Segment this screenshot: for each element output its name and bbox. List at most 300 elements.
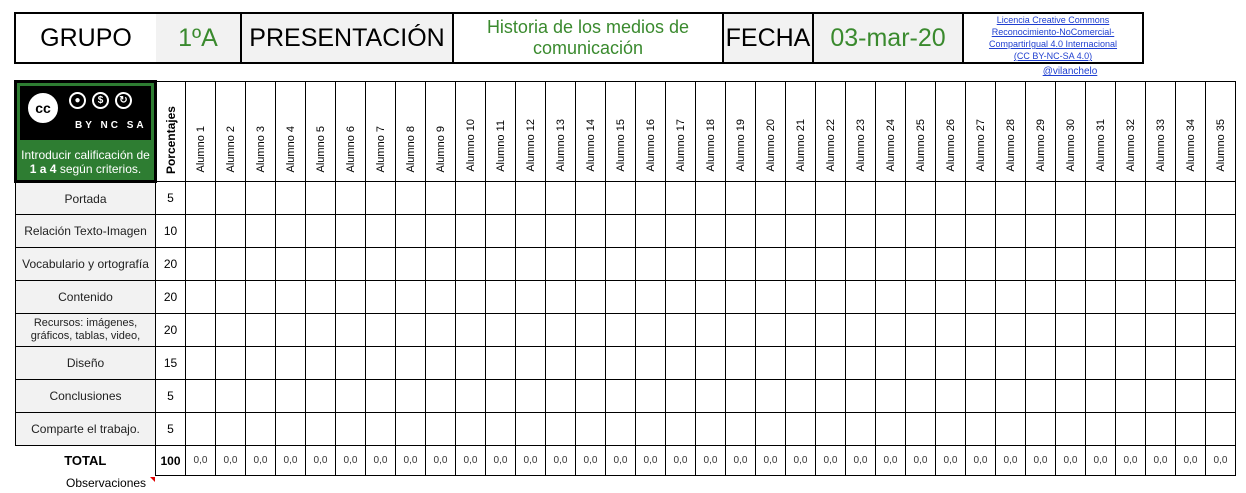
grade-cell[interactable] xyxy=(726,347,756,380)
grade-cell[interactable] xyxy=(366,215,396,248)
grade-cell[interactable] xyxy=(606,314,636,347)
grade-cell[interactable] xyxy=(396,281,426,314)
grade-cell[interactable] xyxy=(966,182,996,215)
grade-cell[interactable] xyxy=(786,215,816,248)
grade-cell[interactable] xyxy=(186,182,216,215)
grade-cell[interactable] xyxy=(1086,215,1116,248)
grade-cell[interactable] xyxy=(636,413,666,446)
grade-cell[interactable] xyxy=(966,314,996,347)
grade-cell[interactable] xyxy=(246,215,276,248)
grade-cell[interactable] xyxy=(1116,413,1146,446)
grade-cell[interactable] xyxy=(486,182,516,215)
grade-cell[interactable] xyxy=(816,281,846,314)
grade-cell[interactable] xyxy=(726,314,756,347)
grade-cell[interactable] xyxy=(726,413,756,446)
grade-cell[interactable] xyxy=(1026,413,1056,446)
grade-cell[interactable] xyxy=(696,347,726,380)
grade-cell[interactable] xyxy=(516,281,546,314)
criterion-percent[interactable]: 20 xyxy=(156,314,186,347)
grade-cell[interactable] xyxy=(486,314,516,347)
criterion-percent[interactable]: 5 xyxy=(156,182,186,215)
grade-cell[interactable] xyxy=(576,347,606,380)
grade-cell[interactable] xyxy=(816,215,846,248)
grade-cell[interactable] xyxy=(1206,347,1236,380)
grade-cell[interactable] xyxy=(1086,413,1116,446)
grade-cell[interactable] xyxy=(1146,248,1176,281)
grade-cell[interactable] xyxy=(846,413,876,446)
grade-cell[interactable] xyxy=(846,314,876,347)
grade-cell[interactable] xyxy=(1116,215,1146,248)
grade-cell[interactable] xyxy=(426,182,456,215)
grade-cell[interactable] xyxy=(216,413,246,446)
grade-cell[interactable] xyxy=(396,215,426,248)
grade-cell[interactable] xyxy=(426,413,456,446)
grade-cell[interactable] xyxy=(1026,182,1056,215)
grade-cell[interactable] xyxy=(756,281,786,314)
grade-cell[interactable] xyxy=(936,380,966,413)
grade-cell[interactable] xyxy=(426,314,456,347)
grade-cell[interactable] xyxy=(906,215,936,248)
grade-cell[interactable] xyxy=(1056,281,1086,314)
grade-cell[interactable] xyxy=(576,248,606,281)
grade-cell[interactable] xyxy=(636,314,666,347)
grade-cell[interactable] xyxy=(756,380,786,413)
group-value-cell[interactable]: 1ºA xyxy=(156,12,242,64)
grade-cell[interactable] xyxy=(966,413,996,446)
grade-cell[interactable] xyxy=(216,182,246,215)
grade-cell[interactable] xyxy=(1056,413,1086,446)
grade-cell[interactable] xyxy=(726,281,756,314)
grade-cell[interactable] xyxy=(1056,347,1086,380)
grade-cell[interactable] xyxy=(306,248,336,281)
grade-cell[interactable] xyxy=(756,314,786,347)
grade-cell[interactable] xyxy=(456,215,486,248)
grade-cell[interactable] xyxy=(396,413,426,446)
criterion-label: Diseño xyxy=(16,347,156,380)
grade-cell[interactable] xyxy=(966,281,996,314)
grade-cell[interactable] xyxy=(996,380,1026,413)
grade-cell[interactable] xyxy=(186,314,216,347)
grade-cell[interactable] xyxy=(906,182,936,215)
grade-cell[interactable] xyxy=(516,314,546,347)
grade-cell[interactable] xyxy=(876,215,906,248)
grade-cell[interactable] xyxy=(576,281,606,314)
grade-cell[interactable] xyxy=(186,215,216,248)
grade-cell[interactable] xyxy=(1206,413,1236,446)
grade-cell[interactable] xyxy=(696,281,726,314)
grade-cell[interactable] xyxy=(1116,314,1146,347)
grade-cell[interactable] xyxy=(396,314,426,347)
grade-cell[interactable] xyxy=(726,380,756,413)
grade-cell[interactable] xyxy=(1176,380,1206,413)
grade-cell[interactable] xyxy=(516,347,546,380)
grade-cell[interactable] xyxy=(996,314,1026,347)
grade-cell[interactable] xyxy=(1146,347,1176,380)
grade-cell[interactable] xyxy=(936,248,966,281)
grade-cell[interactable] xyxy=(246,281,276,314)
grade-cell[interactable] xyxy=(876,182,906,215)
grade-cell[interactable] xyxy=(906,281,936,314)
grade-cell[interactable] xyxy=(1176,413,1206,446)
grade-cell[interactable] xyxy=(486,347,516,380)
grade-cell[interactable] xyxy=(756,248,786,281)
grade-cell[interactable] xyxy=(816,380,846,413)
grade-cell[interactable] xyxy=(696,182,726,215)
grade-cell[interactable] xyxy=(336,347,366,380)
grade-cell[interactable] xyxy=(1176,314,1206,347)
grade-cell[interactable] xyxy=(756,347,786,380)
grade-cell[interactable] xyxy=(786,314,816,347)
grade-cell[interactable] xyxy=(1146,380,1176,413)
grade-cell[interactable] xyxy=(276,248,306,281)
criterion-percent[interactable]: 20 xyxy=(156,281,186,314)
grade-cell[interactable] xyxy=(876,347,906,380)
grade-cell[interactable] xyxy=(246,248,276,281)
grade-cell[interactable] xyxy=(1206,182,1236,215)
grade-cell[interactable] xyxy=(846,182,876,215)
grade-cell[interactable] xyxy=(366,380,396,413)
grade-cell[interactable] xyxy=(216,281,246,314)
grade-cell[interactable] xyxy=(396,380,426,413)
grade-cell[interactable] xyxy=(936,281,966,314)
grade-cell[interactable] xyxy=(936,347,966,380)
grade-cell[interactable] xyxy=(336,215,366,248)
grade-cell[interactable] xyxy=(636,182,666,215)
grade-cell[interactable] xyxy=(906,380,936,413)
criterion-percent[interactable]: 20 xyxy=(156,248,186,281)
grade-cell[interactable] xyxy=(246,347,276,380)
grade-cell[interactable] xyxy=(276,380,306,413)
grade-cell[interactable] xyxy=(756,215,786,248)
grade-cell[interactable] xyxy=(666,347,696,380)
grade-cell[interactable] xyxy=(966,248,996,281)
grade-cell[interactable] xyxy=(636,347,666,380)
grade-cell[interactable] xyxy=(306,380,336,413)
grade-cell[interactable] xyxy=(336,380,366,413)
grade-cell[interactable] xyxy=(516,413,546,446)
grade-cell[interactable] xyxy=(696,215,726,248)
grade-cell[interactable] xyxy=(456,413,486,446)
grade-cell[interactable] xyxy=(696,314,726,347)
grade-cell[interactable] xyxy=(606,215,636,248)
grade-cell[interactable] xyxy=(1116,281,1146,314)
grade-cell[interactable] xyxy=(1206,314,1236,347)
observations-label[interactable]: Observaciones xyxy=(66,476,147,490)
grade-cell[interactable] xyxy=(486,215,516,248)
grade-cell[interactable] xyxy=(456,314,486,347)
grade-cell[interactable] xyxy=(996,347,1026,380)
grade-cell[interactable] xyxy=(366,347,396,380)
grade-cell[interactable] xyxy=(756,413,786,446)
grade-cell[interactable] xyxy=(786,182,816,215)
criterion-percent[interactable]: 5 xyxy=(156,413,186,446)
grade-cell[interactable] xyxy=(696,248,726,281)
grade-cell[interactable] xyxy=(1146,281,1176,314)
grade-cell[interactable] xyxy=(1056,380,1086,413)
grade-cell[interactable] xyxy=(666,182,696,215)
grade-cell[interactable] xyxy=(1206,215,1236,248)
grade-cell[interactable] xyxy=(1086,380,1116,413)
grade-cell[interactable] xyxy=(936,314,966,347)
student-header: Alumno 5 xyxy=(306,82,336,182)
grade-cell[interactable] xyxy=(396,248,426,281)
grade-cell[interactable] xyxy=(246,413,276,446)
grade-cell[interactable] xyxy=(486,248,516,281)
grade-cell[interactable] xyxy=(1026,314,1056,347)
grade-cell[interactable] xyxy=(456,182,486,215)
grade-cell[interactable] xyxy=(576,314,606,347)
grade-cell[interactable] xyxy=(396,182,426,215)
grade-cell[interactable] xyxy=(666,215,696,248)
grade-cell[interactable] xyxy=(996,281,1026,314)
grade-cell[interactable] xyxy=(1086,248,1116,281)
grade-cell[interactable] xyxy=(786,413,816,446)
grade-cell[interactable] xyxy=(606,347,636,380)
grade-cell[interactable] xyxy=(1026,281,1056,314)
grade-cell[interactable] xyxy=(846,380,876,413)
grade-cell[interactable] xyxy=(216,314,246,347)
grade-cell[interactable] xyxy=(876,314,906,347)
grade-cell[interactable] xyxy=(516,248,546,281)
grade-cell[interactable] xyxy=(366,248,396,281)
grade-cell[interactable] xyxy=(456,248,486,281)
grade-cell[interactable] xyxy=(336,314,366,347)
grade-cell[interactable] xyxy=(666,281,696,314)
grade-cell[interactable] xyxy=(426,347,456,380)
grade-cell[interactable] xyxy=(906,413,936,446)
grade-cell[interactable] xyxy=(1206,281,1236,314)
grade-cell[interactable] xyxy=(336,182,366,215)
grade-cell[interactable] xyxy=(546,413,576,446)
grade-cell[interactable] xyxy=(696,413,726,446)
grade-cell[interactable] xyxy=(786,248,816,281)
criterion-percent[interactable]: 5 xyxy=(156,380,186,413)
grade-cell[interactable] xyxy=(1176,215,1206,248)
grade-cell[interactable] xyxy=(1026,215,1056,248)
grade-cell[interactable] xyxy=(1086,347,1116,380)
student-header: Alumno 28 xyxy=(996,82,1026,182)
grade-cell[interactable] xyxy=(1206,380,1236,413)
grade-cell[interactable] xyxy=(546,182,576,215)
grade-cell[interactable] xyxy=(1086,314,1116,347)
grade-cell[interactable] xyxy=(786,347,816,380)
grade-cell[interactable] xyxy=(816,413,846,446)
grade-cell[interactable] xyxy=(996,413,1026,446)
grade-cell[interactable] xyxy=(666,380,696,413)
criterion-percent[interactable]: 15 xyxy=(156,347,186,380)
grade-cell[interactable] xyxy=(816,182,846,215)
grade-cell[interactable] xyxy=(816,248,846,281)
grade-cell[interactable] xyxy=(546,281,576,314)
grade-cell[interactable] xyxy=(1206,248,1236,281)
grade-cell[interactable] xyxy=(666,314,696,347)
grade-cell[interactable] xyxy=(726,215,756,248)
grade-cell[interactable] xyxy=(366,182,396,215)
grade-cell[interactable] xyxy=(276,281,306,314)
grade-cell[interactable] xyxy=(546,248,576,281)
grade-cell[interactable] xyxy=(186,281,216,314)
grade-cell[interactable] xyxy=(576,215,606,248)
grade-cell[interactable] xyxy=(606,248,636,281)
grade-cell[interactable] xyxy=(1026,248,1056,281)
grade-cell[interactable] xyxy=(246,380,276,413)
grade-cell[interactable] xyxy=(876,413,906,446)
grade-cell[interactable] xyxy=(876,281,906,314)
grade-cell[interactable] xyxy=(306,347,336,380)
grade-cell[interactable] xyxy=(606,413,636,446)
grade-cell[interactable] xyxy=(276,215,306,248)
grade-cell[interactable] xyxy=(396,347,426,380)
grade-cell[interactable] xyxy=(606,380,636,413)
grade-cell[interactable] xyxy=(846,215,876,248)
grade-cell[interactable] xyxy=(186,347,216,380)
grade-cell[interactable] xyxy=(516,380,546,413)
date-value-cell[interactable]: 03-mar-20 xyxy=(814,12,964,64)
grade-cell[interactable] xyxy=(1056,314,1086,347)
grade-cell[interactable] xyxy=(306,182,336,215)
grade-cell[interactable] xyxy=(1176,281,1206,314)
grade-cell[interactable] xyxy=(456,281,486,314)
grade-cell[interactable] xyxy=(726,248,756,281)
grade-cell[interactable] xyxy=(456,347,486,380)
grade-cell[interactable] xyxy=(1086,281,1116,314)
grade-cell[interactable] xyxy=(486,413,516,446)
grade-cell[interactable] xyxy=(846,347,876,380)
grade-cell[interactable] xyxy=(996,182,1026,215)
grade-cell[interactable] xyxy=(666,248,696,281)
grade-cell[interactable] xyxy=(1146,413,1176,446)
grade-cell[interactable] xyxy=(936,413,966,446)
grade-cell[interactable] xyxy=(516,215,546,248)
grade-cell[interactable] xyxy=(366,413,396,446)
grade-cell[interactable] xyxy=(636,380,666,413)
grade-cell[interactable] xyxy=(546,314,576,347)
grade-cell[interactable] xyxy=(336,248,366,281)
grade-cell[interactable] xyxy=(216,215,246,248)
grade-cell[interactable] xyxy=(546,347,576,380)
grade-cell[interactable] xyxy=(966,215,996,248)
grade-cell[interactable] xyxy=(186,380,216,413)
grade-cell[interactable] xyxy=(636,215,666,248)
grade-cell[interactable] xyxy=(216,380,246,413)
grade-cell[interactable] xyxy=(636,281,666,314)
grade-cell[interactable] xyxy=(786,380,816,413)
grade-cell[interactable] xyxy=(966,380,996,413)
license-link[interactable] xyxy=(964,12,1144,64)
grade-cell[interactable] xyxy=(426,248,456,281)
grade-cell[interactable] xyxy=(786,281,816,314)
grade-cell[interactable] xyxy=(1116,380,1146,413)
grade-cell[interactable] xyxy=(606,281,636,314)
grade-cell[interactable] xyxy=(606,182,636,215)
grade-cell[interactable] xyxy=(1056,182,1086,215)
grade-cell[interactable] xyxy=(456,380,486,413)
grade-cell[interactable] xyxy=(306,215,336,248)
grade-cell[interactable] xyxy=(756,182,786,215)
grade-cell[interactable] xyxy=(1056,215,1086,248)
author-link[interactable]: @vilanchelo xyxy=(1042,66,1098,77)
grade-cell[interactable] xyxy=(1116,248,1146,281)
grade-cell[interactable] xyxy=(186,413,216,446)
grade-cell[interactable] xyxy=(846,281,876,314)
grade-cell[interactable] xyxy=(366,281,396,314)
criterion-percent[interactable]: 10 xyxy=(156,215,186,248)
grade-cell[interactable] xyxy=(1116,347,1146,380)
student-header: Alumno 19 xyxy=(726,82,756,182)
grade-cell[interactable] xyxy=(426,380,456,413)
grade-cell[interactable] xyxy=(276,314,306,347)
student-header: Alumno 9 xyxy=(426,82,456,182)
grade-cell[interactable] xyxy=(1116,182,1146,215)
grade-cell[interactable] xyxy=(1086,182,1116,215)
grade-cell[interactable] xyxy=(876,380,906,413)
grade-cell[interactable] xyxy=(576,380,606,413)
grade-cell[interactable] xyxy=(996,248,1026,281)
grade-cell[interactable] xyxy=(1146,215,1176,248)
grade-cell[interactable] xyxy=(576,182,606,215)
grade-cell[interactable] xyxy=(246,182,276,215)
grade-cell[interactable] xyxy=(1026,347,1056,380)
grade-cell[interactable] xyxy=(1146,182,1176,215)
grade-cell[interactable] xyxy=(636,248,666,281)
grade-cell[interactable] xyxy=(576,413,606,446)
grade-cell[interactable] xyxy=(426,281,456,314)
grade-cell[interactable] xyxy=(306,281,336,314)
grade-cell[interactable] xyxy=(306,314,336,347)
grade-cell[interactable] xyxy=(966,347,996,380)
grade-cell[interactable] xyxy=(216,347,246,380)
grade-cell[interactable] xyxy=(366,314,396,347)
grade-cell[interactable] xyxy=(486,281,516,314)
grade-cell[interactable] xyxy=(996,215,1026,248)
grade-cell[interactable] xyxy=(486,380,516,413)
grade-cell[interactable] xyxy=(546,380,576,413)
grade-cell[interactable] xyxy=(1026,380,1056,413)
grade-cell[interactable] xyxy=(186,248,216,281)
grade-cell[interactable] xyxy=(906,314,936,347)
grade-cell[interactable] xyxy=(936,215,966,248)
grade-cell[interactable] xyxy=(816,347,846,380)
grade-cell[interactable] xyxy=(846,248,876,281)
grade-cell[interactable] xyxy=(426,215,456,248)
grade-cell[interactable] xyxy=(696,380,726,413)
grade-cell[interactable] xyxy=(1176,248,1206,281)
grade-cell[interactable] xyxy=(216,248,246,281)
grade-cell[interactable] xyxy=(936,182,966,215)
grade-cell[interactable] xyxy=(1176,347,1206,380)
grade-cell[interactable] xyxy=(516,182,546,215)
grade-cell[interactable] xyxy=(546,215,576,248)
grade-cell[interactable] xyxy=(246,314,276,347)
grade-cell[interactable] xyxy=(876,248,906,281)
total-score-cell: 0,0 xyxy=(306,446,336,476)
grade-cell[interactable] xyxy=(336,413,366,446)
grade-cell[interactable] xyxy=(816,314,846,347)
grade-cell[interactable] xyxy=(1176,182,1206,215)
grade-cell[interactable] xyxy=(276,413,306,446)
grade-cell[interactable] xyxy=(276,182,306,215)
grade-cell[interactable] xyxy=(906,347,936,380)
grade-cell[interactable] xyxy=(306,413,336,446)
grade-cell[interactable] xyxy=(666,413,696,446)
grade-cell[interactable] xyxy=(726,182,756,215)
grade-cell[interactable] xyxy=(276,347,306,380)
grade-cell[interactable] xyxy=(1146,314,1176,347)
grade-cell[interactable] xyxy=(336,281,366,314)
grade-cell[interactable] xyxy=(906,248,936,281)
presentation-title-cell[interactable]: Historia de los medios de comunicación xyxy=(454,12,724,64)
grade-cell[interactable] xyxy=(1056,248,1086,281)
